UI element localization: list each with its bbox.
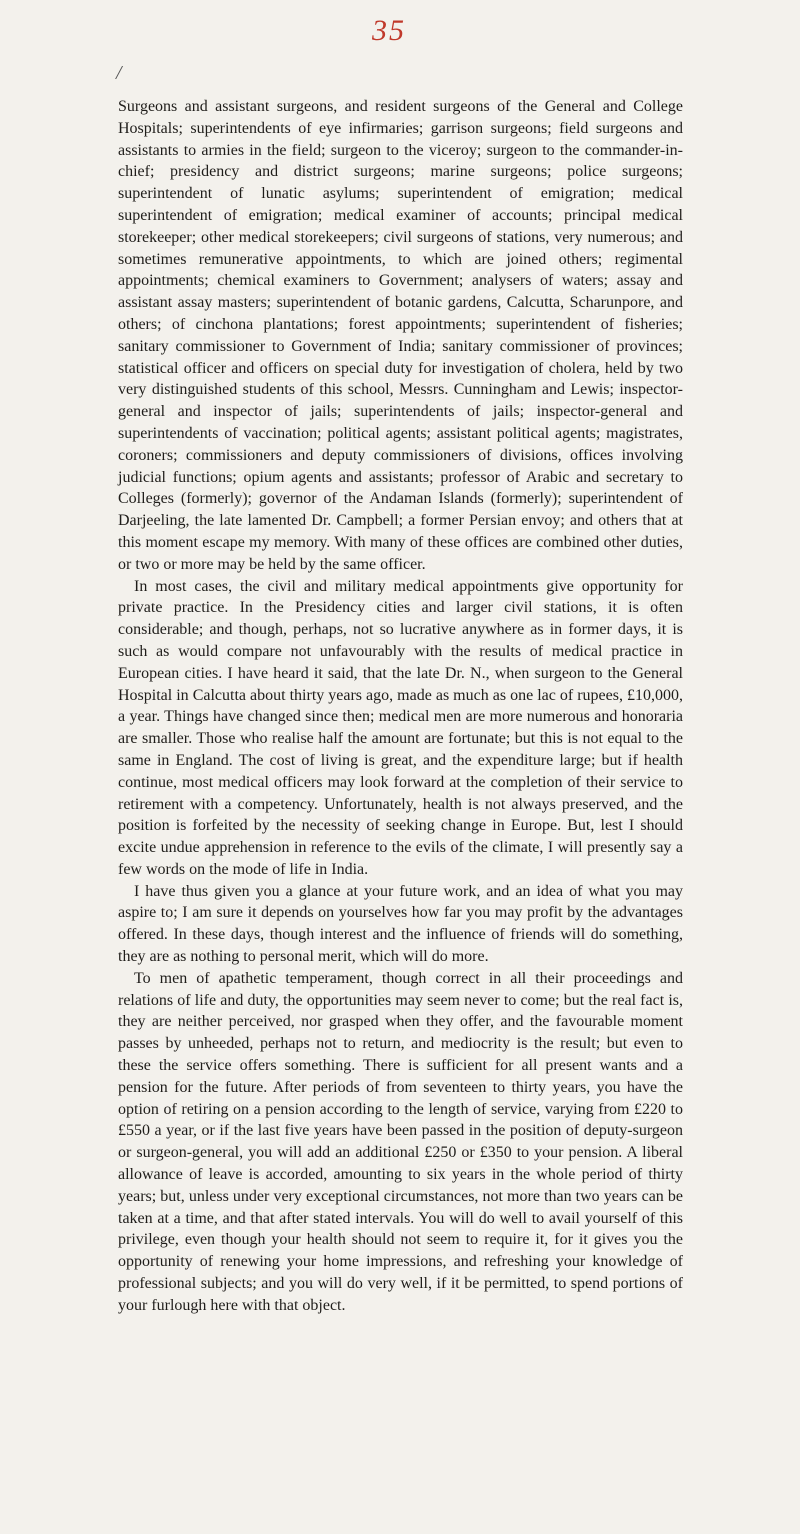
paragraph-future-work: I have thus given you a glance at your future work, and an idea of what you may aspire to; I am sure it depends on yourselves how far you may profit by the advantages offered. In these days, though interest and the influence of friends will do something, they are as nothing to personal merit, which will do more.: [118, 882, 683, 966]
page-number-mark: 35: [372, 14, 406, 47]
page-body: [118, 96, 683, 1317]
paragraph-private-practice: In most cases, the civil and military medical appointments give opportunity for private practice. In the Presidency cities and larger civil stations, it is often considerable; and though, perhaps, not so lucrative anywhere as in former days, it is such as would compare not unfavourably with the results of medical practice in European cities. I have heard it said, that the late Dr. N., when surgeon to the General Hospital in Calcutta about thirty years ago, made as much as one lac of rupees, £10,000, a year. Things have changed since then; medical men are more numerous and honoraria are smaller. Those who realise half the amount are fortunate; but this is not equal to the same in England. The cost of living is great, and the expenditure large; but if health continue, most medical officers may look forward at the completion of their service to retirement with a competency. Unfortunately, health is not always preserved, and the position is forfeited by the necessity of seeking change in Europe. But, lest I should excite undue apprehension in reference to the evils of the climate, I will presently say a few words on the mode of life in India.: [118, 577, 683, 878]
paragraph-apathetic-temperament: To men of apathetic temperament, though correct in all their proceedings and relations of life and duty, the opportunities may seem never to come; but the real fact is, they are neither perceived, nor grasped when they offer, and the favourable moment passes by unheeded, perhaps not to return, and mediocrity is the result; but even to these the service offers something. There is sufficient for all present wants and a pension for the future. After periods of from seventeen to thirty years, you have the option of retiring on a pension according to the length of service, varying from £220 to £550 a year, or if the last five years have been passed in the position of deputy-surgeon or surgeon-general, you will add an additional £250 or £350 to your pension. A liberal allowance of leave is accorded, amounting to six years in the whole period of thirty years; but, unless under very exceptional circumstances, not more than two years can be taken at a time, and that after stated intervals. You will do well to avail yourself of this privilege, even though your health should not seem to require it, for it gives you the opportunity of renewing your home impressions, and refreshing your knowledge of professional subjects; and you will do very well, if it be permitted, to spend portions of your furlough here with that object.: [118, 969, 683, 1314]
margin-mark: /: [116, 62, 122, 84]
paragraph-appointments-list: Surgeons and assistant surgeons, and resident surgeons of the General and College Hospitals; superintendents of eye infirmaries; garrison surgeons; field surgeons and assistants to armies in the field; surgeon to the viceroy; surgeon to the commander-in-chief; presidency and district surgeons; marine surgeons; police surgeons; superintendent of lunatic asylums; superintendent of emigration; medical superintendent of emigration; medical examiner of accounts; principal medical storekeeper; other medical storekeepers; civil surgeons of stations, very numerous; and sometimes remunerative appointments, to which are joined others; regimental appointments; chemical examiners to Government; analysers of waters; assay and assistant assay masters; superintendent of botanic gardens, Calcutta, Scharunpore, and others; of cinchona plantations; forest appointments; superintendent of fisheries; sanitary commissioner to Government of India; sanitary commissioner of provinces; statistical officer and officers on special duty for investigation of cholera, held by two very distinguished students of this school, Messrs. Cunningham and Lewis; inspector-general and inspector of jails; superintendents of jails; inspector-general and superintendents of vaccination; political agents; assistant political agents; magistrates, coroners; commissioners and deputy commissioners of divisions, offices involving judicial functions; opium agents and assistants; professor of Arabic and secretary to Colleges (formerly); governor of the Andaman Islands (formerly); superintendent of Darjeeling, the late lamented Dr. Campbell; a former Persian envoy; and others that at this moment escape my memory. With many of these offices are combined other duties, or two or more may be held by the same officer.: [118, 98, 683, 573]
